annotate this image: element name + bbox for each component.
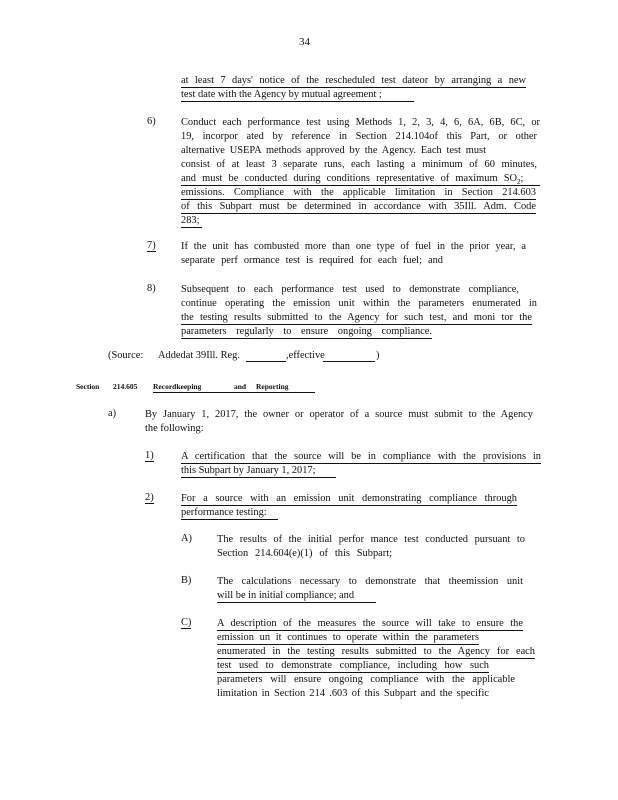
continuation-line-2: test date with the Agency by mutual agreement ;: [181, 88, 414, 102]
source-effective: ,effective: [286, 350, 325, 361]
item-6-label: 6): [147, 116, 156, 127]
item-6-line-2: 19, incorpor ated by reference in Section 214.104of this Part, or other: [181, 131, 537, 142]
continuation-line-1: at least 7 days' notice of the rescheduled test dateor by arranging a new: [181, 75, 526, 86]
item-A-line-1: The results of the initial perfor mance test conducted pursuant to: [217, 534, 525, 545]
item-B-line-1: The calculations necessary to demonstrate that theemission unit: [217, 576, 523, 587]
item-a1-label: 1): [145, 450, 154, 461]
item-A-label: A): [181, 533, 192, 544]
section-title-reporting: Reporting: [256, 382, 289, 391]
item-C-line-2: emission un it continues to operate within the parameters: [217, 632, 479, 643]
item-8-line-3: the testing results submitted to the Agency for such test, and moni tor the: [181, 312, 532, 323]
item-a2-line-1: For a source with an emission unit demonstrating compliance through: [181, 493, 517, 504]
item-C-line-5: parameters will ensure ongoing compliance with the applicable: [217, 674, 515, 685]
item-a2-line-2: performance testing:: [181, 506, 278, 520]
item-6-line-8: 283;: [181, 214, 202, 228]
item-6-line-5: [181, 172, 540, 186]
item-B-label: B): [181, 575, 192, 586]
item-7-label: 7): [147, 240, 156, 251]
item-6-line-3: alternative USEPA methods approved by the Agency. Each test must: [181, 145, 486, 156]
item-7-line-1: If the unit has combusted more than one type of fuel in the prior year, a: [181, 241, 526, 252]
item-B-line-2: will be in initial compliance; and: [217, 589, 376, 603]
item-a-line-2: the following:: [145, 423, 204, 434]
item-C-label: C): [181, 617, 192, 628]
source-reg-blank: [246, 361, 286, 362]
source-close: ): [376, 350, 380, 361]
item-a-line-1: By January 1, 2017, the owner or operator of a source must submit to the Agency: [145, 409, 533, 420]
item-6-line-1: Conduct each performance test using Methods 1, 2, 3, 4, 6, 6A, 6B, 6C, or: [181, 117, 540, 128]
item-C-line-3: enumerated in the testing results submitted to the Agency for each: [217, 646, 535, 657]
item-6-line-6: emissions. Compliance with the applicable limitation in Section 214.603: [181, 187, 536, 198]
item-8-line-1: Subsequent to each performance test used to demonstrate compliance,: [181, 284, 519, 295]
item-C-line-4: test used to demonstrate compliance, including how such: [217, 660, 489, 671]
so2-suffix: ;: [520, 173, 524, 184]
section-number: 214.605: [113, 382, 138, 391]
item-a1-line-2: this Subpart by January 1, 2017;: [181, 464, 336, 478]
item-C-line-1: A description of the measures the source will take to ensure the: [217, 618, 523, 629]
item-6-line-4: consist of at least 3 separate runs, each lasting a minimum of 60 minutes,: [181, 159, 537, 170]
so2-subscript: 2: [517, 178, 521, 187]
section-word: Section: [76, 382, 100, 391]
section-title-and: and: [234, 382, 247, 391]
item-7-line-2: separate perf ormance test is required for each fuel; and: [181, 255, 443, 266]
item-8-label: 8): [147, 283, 156, 294]
item-8-line-2: continue operating the emission unit within the parameters enumerated in: [181, 298, 537, 309]
item-6-line-7: of this Subpart must be determined in accordance with 35Ill. Adm. Code: [181, 201, 536, 212]
page-number: 34: [299, 36, 310, 48]
item-8-line-4: parameters regularly to ensure ongoing compliance.: [181, 326, 432, 337]
item-a2-label: 2): [145, 492, 154, 503]
source-prefix: (Source:: [108, 350, 144, 361]
item-a1-line-1: A certification that the source will be in compliance with the provisions in: [181, 451, 541, 462]
item-6-line-5-text: and must be conducted during conditions representative of maximum SO: [181, 173, 517, 184]
item-A-line-2: Section 214.604(e)(1) of this Subpart;: [217, 548, 392, 559]
source-added: Addedat 39Ill. Reg.: [158, 350, 240, 361]
item-C-line-6: limitation in Section 214 .603 of this Subpart and the specific: [217, 688, 489, 699]
item-a-label: a): [108, 408, 117, 419]
section-title-recordkeeping: Recordkeeping: [153, 382, 202, 391]
source-effective-blank: [323, 361, 375, 362]
